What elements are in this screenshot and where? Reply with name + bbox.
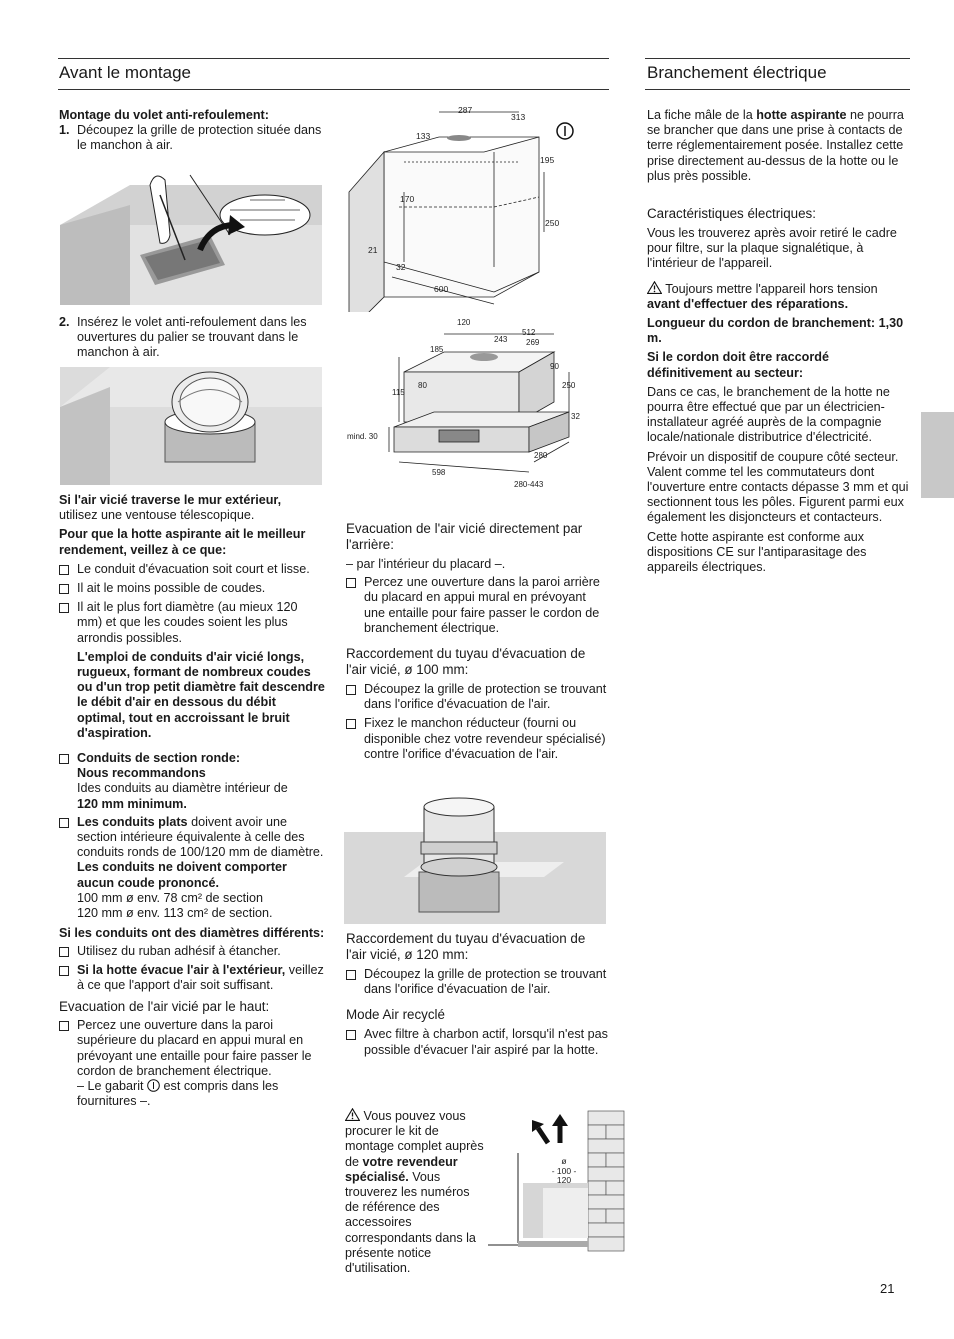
step-2-number: 2. [59, 315, 70, 329]
arriere-subtitle: – par l'intérieur du placard –. [346, 557, 506, 571]
fiche-text-2: ne pourra se brancher que dans une prise à contacts de terre réglementairement posée. Installez cette prise directement au-dessus de la hotte ou le plus près possible. [647, 108, 904, 183]
dim-label: 185 [430, 345, 444, 354]
checkbox-icon [59, 966, 69, 976]
dim-label: 280-443 [514, 480, 544, 489]
gabarit-text-end: est compris dans les fournitures –. [77, 1078, 279, 1109]
revendeur-bold: votre revendeur spécialisé. [345, 1154, 458, 1184]
warning-bold: avant d'effectuer des réparations. [647, 296, 849, 311]
dim-label: 32 [396, 262, 406, 272]
checklist-item [59, 751, 325, 812]
checkbox-icon [59, 1021, 69, 1031]
section-tab-marker [921, 412, 954, 498]
checklist-item [346, 967, 608, 997]
step-2-block [59, 315, 327, 361]
exterieur-bold: Si la hotte évacue l'air à l'extérieur, [77, 962, 286, 977]
title-rule-right [645, 89, 910, 90]
checklist-item [346, 682, 608, 712]
step-1-text: Découpez la grille de protection située dans le manchon à air. [77, 123, 322, 153]
checklist-text: Fixez le manchon réducteur (fourni ou disponible chez votre revendeur spécialisé) contre l'orifice d'évacuation de l'air. [364, 716, 606, 761]
checkbox-icon [346, 578, 356, 588]
dim-label: 512 [522, 328, 536, 337]
checklist-item [59, 815, 325, 921]
section-120: 120 mm ø env. 113 cm² de section. [77, 906, 273, 921]
dim-label: 195 [540, 155, 555, 165]
kit-text-2: Vous trouverez les numéros de référence des accessoires correspondants dans la présente notice d'utilisation. [345, 1169, 476, 1276]
dim-label: 115 [392, 388, 405, 397]
top-rule-left [58, 58, 609, 59]
gabarit-text: – Le gabarit [77, 1078, 144, 1093]
longueur-cordon: Longueur du cordon de branchement: 1,30 m. [647, 316, 904, 346]
checklist-text: Il ait le plus fort diamètre (au mieux 120 mm) et que les coudes soient les plus arrondis possibles. [77, 600, 298, 645]
dim-label: 250 [562, 381, 576, 390]
checklist-text: Il ait le moins possible de coudes. [77, 581, 266, 596]
checklist-item [346, 1027, 608, 1057]
dim-label: 598 [432, 468, 446, 477]
middle-column-lower [346, 931, 608, 1058]
dim-label: 120 [457, 318, 471, 327]
raccordement-definitif: Si le cordon doit être raccordé définitivement au secteur: [647, 350, 829, 380]
evacuation-haut-heading: Evacuation de l'air vicié par le haut: [59, 999, 270, 1015]
hood-dimension-diagram [344, 312, 584, 497]
dim-label: 133 [416, 131, 431, 141]
left-column-main [59, 493, 325, 1109]
top-rule-right [645, 58, 910, 59]
conduits-plats-bold: Les conduits plats [77, 814, 188, 829]
kit-text: Vous pouvez vous procurer le kit de montage complet auprès de [345, 1109, 484, 1169]
step-2 [59, 315, 327, 361]
coupure-text: Prévoir un dispositif de coupure côté secteur. Valent comme tel les commutateurs dont l'ouverture entre contacts dépasse 3 mm et qui sectionnent tous les pôles. Figurent parmi eux également les disjoncteurs et contacteurs. [647, 449, 909, 525]
checklist-item [59, 944, 325, 959]
checklist-text: Découpez la grille de protection se trouvant dans l'orifice d'évacuation de l'air. [364, 682, 607, 712]
page-number: 21 [880, 1281, 895, 1296]
checkbox-icon [346, 719, 356, 729]
exterieur-text: veillez à ce que l'apport d'air soit suffisant. [77, 962, 324, 992]
checkbox-icon [346, 685, 356, 695]
cut-grid-illustration [60, 165, 322, 305]
checklist-item [346, 716, 608, 762]
checklist-item [59, 1018, 325, 1109]
dim-label: 600 [434, 284, 449, 294]
dim-label: 280 [534, 451, 548, 460]
valve-insert-illustration [60, 367, 322, 485]
checklist-item [59, 963, 325, 993]
caracteristiques-text: Vous les trouverez après avoir retiré le cadre pour filtre, sur la plaque signalétique, à l'intérieur de l'appareil. [647, 226, 897, 271]
dim-label: 243 [494, 335, 508, 344]
checkbox-icon [59, 565, 69, 575]
checklist-text: Avec filtre à charbon actif, lorsqu'il n'est pas possible d'évacuer l'air aspiré par la hotte. [364, 1027, 608, 1057]
section-title-avant-montage: Avant le montage [59, 63, 191, 82]
diameter-label: ø [561, 1156, 567, 1166]
middle-column-text [346, 521, 608, 762]
conduits-warning: L'emploi de conduits d'air vicié longs, rugueux, formant de nombreux coudes ou d'un trop petit diamètre fait descendre le débit d'air en dessous du débit optimal, tout en accroissant le bruit d'aspiration. [77, 649, 325, 740]
dim-label: 32 [571, 412, 580, 421]
checklist-text: Percez une ouverture dans la paroi arrière du placard en appui mural en prévoyant une entaille pour faire passer le cordon de branchement électrique. [364, 575, 600, 635]
section-100: 100 mm ø env. 78 cm² de section [77, 890, 263, 905]
checklist-item [59, 600, 325, 646]
checklist-text: Découpez la grille de protection se trouvant dans l'orifice d'évacuation de l'air. [364, 967, 607, 997]
checkbox-icon [59, 818, 69, 828]
step-1-number: 1. [59, 123, 70, 138]
checkbox-icon [59, 603, 69, 613]
dim-label: 21 [368, 245, 378, 255]
gabarit-i-icon [147, 1079, 160, 1092]
checkbox-icon [346, 1030, 356, 1040]
warning-icon [647, 281, 662, 294]
checklist-item [346, 575, 608, 636]
dim-label: 287 [458, 105, 473, 115]
cabinet-dimension-diagram [344, 102, 584, 312]
checkbox-icon [59, 754, 69, 764]
wall-outlet-diagram [488, 1108, 628, 1253]
mur-exterieur-bold: Si l'air vicié traverse le mur extérieur, [59, 493, 282, 507]
checklist-item [59, 562, 325, 577]
dim-label: 170 [400, 194, 415, 204]
dim-label: 90 [550, 362, 559, 371]
checkbox-icon [59, 947, 69, 957]
dim-label: mind. 30 [347, 432, 378, 441]
raccordement-120-heading: Raccordement du tuyau d'évacuation de l'air vicié, ø 120 mm: [346, 931, 586, 962]
section-title-branchement: Branchement électrique [647, 63, 827, 82]
electricien-text: Dans ce cas, le branchement de la hotte ne pourra être effectué que par un électricien-installateur agréé auprès de la compagnie locale/nationale distributrice d'électricité. [647, 384, 890, 445]
checklist-text: Utilisez du ruban adhésif à étancher. [77, 944, 281, 959]
diameter-label: 120 [556, 1175, 572, 1185]
caracteristiques-heading: Caractéristiques électriques: [647, 206, 816, 222]
step-2-text: Insérez le volet anti-refoulement dans les ouvertures du palier se trouvant dans le manchon à air. [77, 315, 307, 360]
warning-icon [345, 1108, 360, 1121]
checkbox-icon [59, 584, 69, 594]
dim-label: 313 [511, 112, 526, 122]
checkbox-icon [346, 970, 356, 980]
montage-volet-heading: Montage du volet anti-refoulement: [59, 108, 269, 122]
step-1 [59, 123, 327, 153]
dim-label: 269 [526, 338, 540, 347]
mur-exterieur-text: utilisez une ventouse télescopique. [59, 508, 255, 523]
dim-label: 250 [545, 218, 560, 228]
section-ronde-text: Ides conduits au diamètre intérieur de [77, 781, 288, 796]
warning-text: Toujours mettre l'appareil hors tension [665, 281, 878, 296]
coude-bold: Les conduits ne doivent comporter aucun coude prononcé. [77, 860, 287, 890]
title-rule-left [58, 89, 609, 90]
diametres-heading: Si les conduits ont des diamètres différents: [59, 926, 325, 941]
checklist-text: Le conduit d'évacuation soit court et lisse. [77, 561, 310, 576]
reducer-sleeve-illustration [344, 787, 606, 924]
air-recycle-heading: Mode Air recyclé [346, 1007, 445, 1023]
conformite-text: Cette hotte aspirante est conforme aux dispositions CE sur l'antiparasitage des appareils électriques. [647, 529, 867, 575]
section-ronde-bold: Conduits de section ronde: [77, 751, 241, 766]
raccordement-100-heading: Raccordement du tuyau d'évacuation de l'air vicié, ø 100 mm: [346, 646, 586, 678]
hotte-bold: hotte aspirante [756, 108, 847, 122]
evacuation-arriere-heading: Evacuation de l'air vicié directement par l'arrière: [346, 521, 583, 552]
left-column-top [59, 108, 327, 154]
diameter-label: - 100 - [551, 1166, 577, 1176]
minimum-bold: 120 mm minimum. [77, 796, 187, 811]
fiche-text: La fiche mâle de la [647, 108, 753, 122]
right-column-text [647, 108, 909, 575]
kit-note [345, 1108, 485, 1276]
checklist-item [59, 581, 325, 596]
conduits-plats-text: doivent avoir une section intérieure équivalente à celle des conduits ronds de 100/120 mm de diamètre. [77, 814, 324, 860]
dim-label: 80 [418, 381, 427, 390]
rendement-heading: Pour que la hotte aspirante ait le meilleur rendement, veillez à ce que: [59, 527, 306, 557]
recommandons-bold: Nous recommandons [77, 766, 206, 781]
checklist-text: Percez une ouverture dans la paroi supérieure du placard en appui mural en prévoyant une entaille pour faire passer le cordon de branchement électrique. [77, 1018, 312, 1078]
